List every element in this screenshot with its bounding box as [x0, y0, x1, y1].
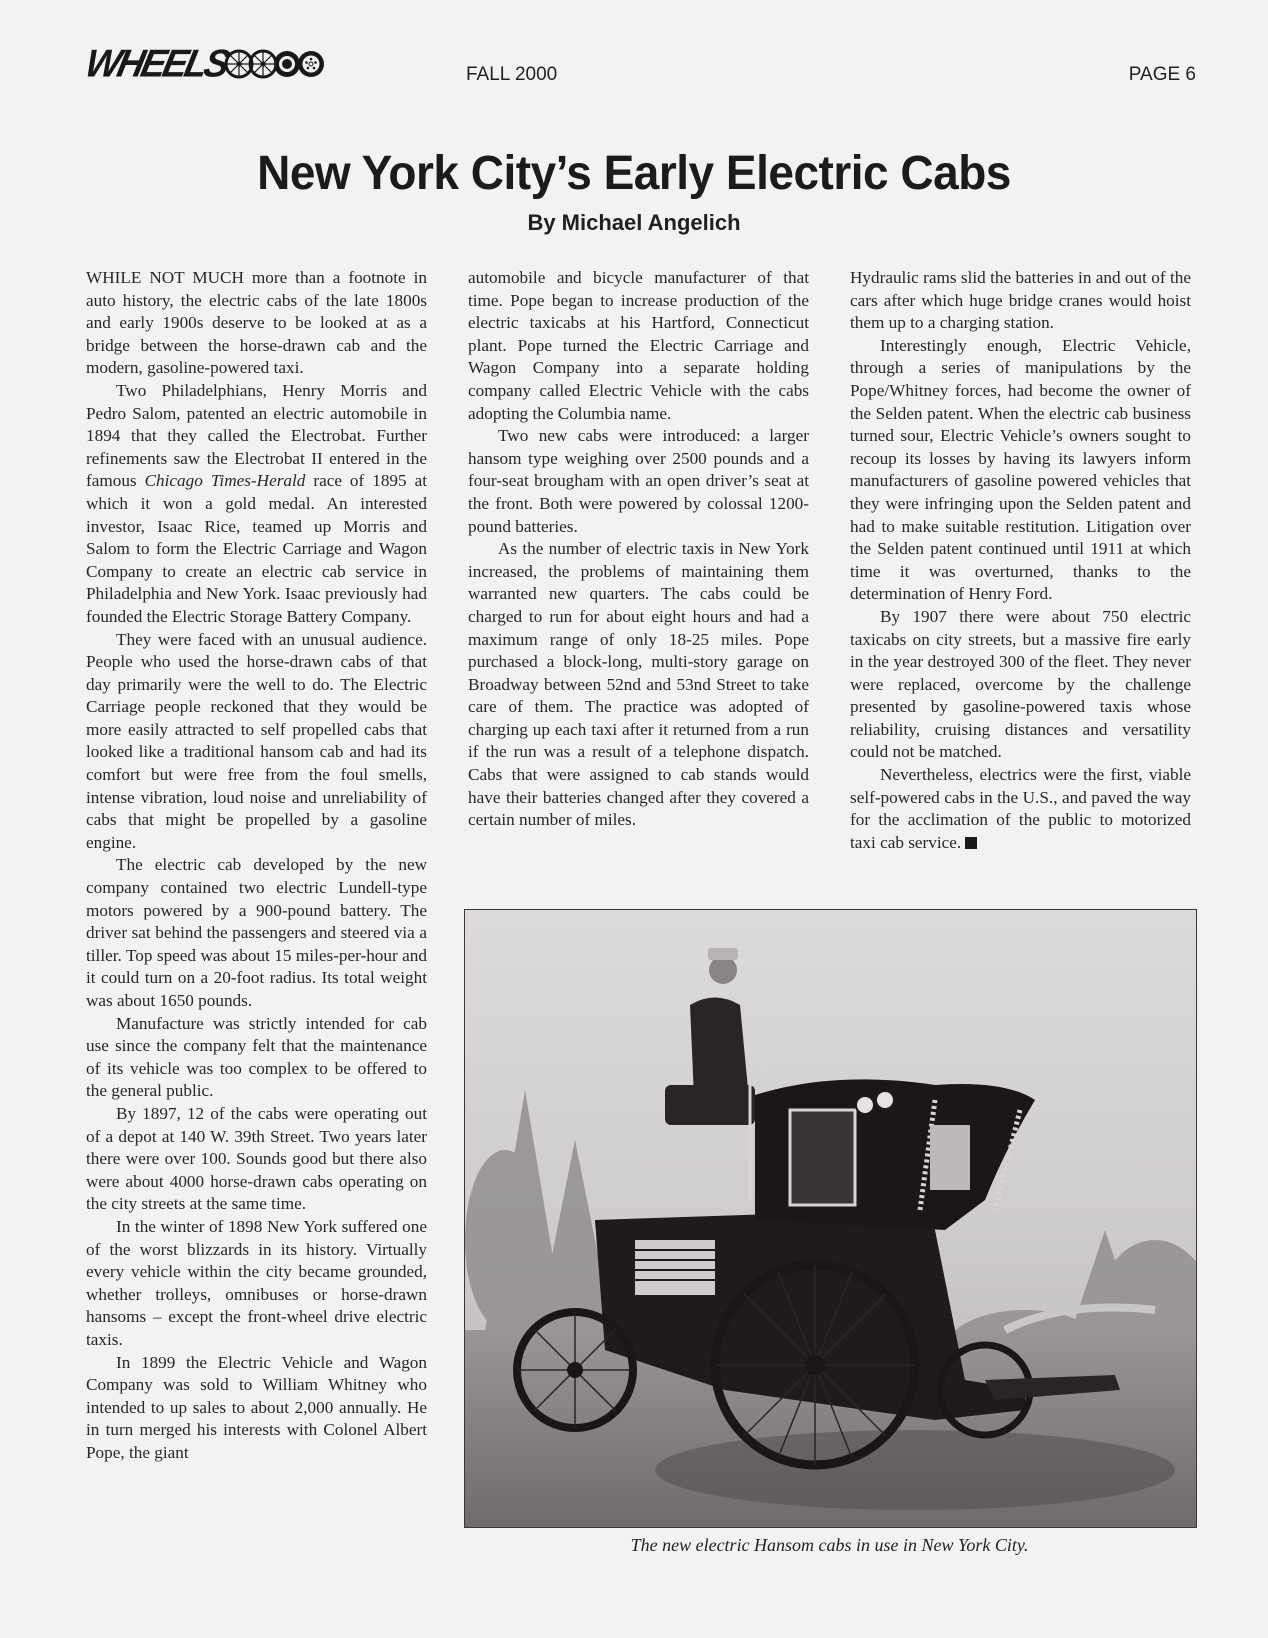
paragraph: WHILE NOT MUCH more than a footnote in auto history, the electric cabs of the late 1800s and early 1900s deserve to be looked at as a bridge between the horse-drawn cab and the modern, gasoline-powered taxi.: [86, 268, 427, 378]
paragraph: In 1899 the Electric Vehicle and Wagon Company was sold to William Whitney who intended to up sales to about 2,000 annually. He in turn merged his interests with Colonel Albert Pope, the giant: [86, 1352, 427, 1462]
article-column-2: [468, 267, 809, 832]
masthead: [81, 41, 1196, 90]
paragraph: Interestingly enough, Electric Vehicle, through a series of manipulations by the Pope/Whitney forces, had become the owner of the Selden patent. When the electric cab business turned sour, Electric Vehicle’s owners sought to recoup its losses by having its lawyers inform manufacturers of gasoline powered vehicles that they were infringing upon the Selden patent and had to make suitable restitution. Litigation over the Selden patent continued until 1911 at which time it was overturned, thanks to the determination of Henry Ford.: [850, 335, 1191, 604]
end-of-article-mark-icon: [965, 837, 977, 849]
article-byline: By Michael Angelich: [527, 210, 741, 235]
photo-caption: The new electric Hansom cabs in use in New York City.: [630, 1535, 1029, 1555]
paragraph: In the winter of 1898 New York suffered one of the worst blizzards in its history. Virtually every vehicle within the city became grounded, whether trolleys, omnibuses or horse-drawn hansoms – except the front-wheel drive electric taxis.: [86, 1216, 427, 1349]
wheels-logo-icon: [230, 49, 326, 79]
paragraph: By 1897, 12 of the cabs were operating out of a depot at 140 W. 39th Street. Two years later there were over 100. Sounds good but there also were about 4000 horse-drawn cabs operating on the city streets at the same time.: [86, 1103, 427, 1214]
article-title: New York City’s Early Electric Cabs: [257, 144, 1011, 200]
paragraph: Manufacture was strictly intended for cab use since the company felt that the maintenance of its vehicle was too complex to be offered to the general public.: [86, 1013, 427, 1101]
article-column-3: [850, 267, 1191, 854]
paragraph: Hydraulic rams slid the batteries in and out of the cars after which huge bridge cranes would hoist them up to a charging station.: [850, 268, 1191, 333]
modern-wheel-icon: [296, 49, 326, 79]
italic-publication-name: Chicago Times-Herald: [144, 471, 306, 491]
paragraph: As the number of electric taxis in New York increased, the problems of maintaining them warranted new quarters. The cabs could be charged to run for about eight hours and had a maximum range of only 18-25 miles. Pope purchased a block-long, multi-story garage on Broadway between 52nd and 53nd Street to take care of them. The practice was adopted of charging up each taxi after it returned from a run if the run was a result of a telephone dispatch. Cabs that were assigned to cab stands would have their batteries changed after they covered a certain number of miles.: [468, 539, 809, 830]
paragraph: By 1907 there were about 750 electric taxicabs on city streets, but a massive fire early in the year destroyed 300 of the fleet. They never were replaced, overcome by the challenge presented by gasoline-powered taxis whose reliability, cruising distances and versatility could not be matched.: [850, 606, 1191, 762]
paragraph: Two Philadelphians, Henry Morris and Pedro Salom, patented an electric automobile in 1894 that they called the Electrobat. Further refinements saw the Electrobat II entered in the famous Chicago Times-Herald race of 1895 at which it won a gold medal. An interested investor, Isaac Rice, teamed up Morris and Salom to form the Electric Carriage and Wagon Company to create an electric cab service in Philadelphia and New York. Isaac previously had founded the Electric Storage Battery Company.: [86, 380, 427, 626]
paragraph: automobile and bicycle manufacturer of that time. Pope began to increase production of the electric taxicabs at his Hartford, Connecticut plant. Pope turned the Electric Carriage and Wagon Company into a separate holding company called Electric Vehicle with the cabs adopting the Columbia name.: [468, 268, 809, 423]
article-photo: [464, 909, 1197, 1528]
article-column-1: [86, 267, 427, 1464]
page-number: PAGE 6: [1128, 64, 1196, 85]
issue-date: FALL 2000: [466, 64, 558, 85]
paragraph: They were faced with an unusual audience. People who used the horse-drawn cabs of that day primarily were the well to do. The Electric Carriage people reckoned that they would be more easily attracted to self propelled cabs that looked like a traditional hansom cab and had its comfort but were free from the foul smells, intense vibration, loud noise and unreliability of cabs that might be propelled by a gasoline engine.: [86, 629, 427, 852]
logo-text: WHEELS: [81, 41, 231, 85]
paragraph: Nevertheless, electrics were the first, viable self-powered cabs in the U.S., and paved the way for the acclimation of the public to motorized taxi cab service.: [850, 765, 1191, 852]
electric-hansom-cab-illustration: [465, 910, 1196, 1527]
wheels-logo: [81, 41, 326, 85]
paragraph: The electric cab developed by the new company contained two electric Lundell-type motors powered by a 900-pound battery. The driver sat behind the passengers and steered via a tiller. Top speed was about 15 miles-per-hour and it could turn on a 20-foot radius. Its total weight was about 1650 pounds.: [86, 855, 427, 1010]
paragraph: Two new cabs were introduced: a larger hansom type weighing over 2500 pounds and a four-seat brougham with an open driver’s seat at the front. Both were powered by colossal 1200-pound batteries.: [468, 426, 809, 536]
